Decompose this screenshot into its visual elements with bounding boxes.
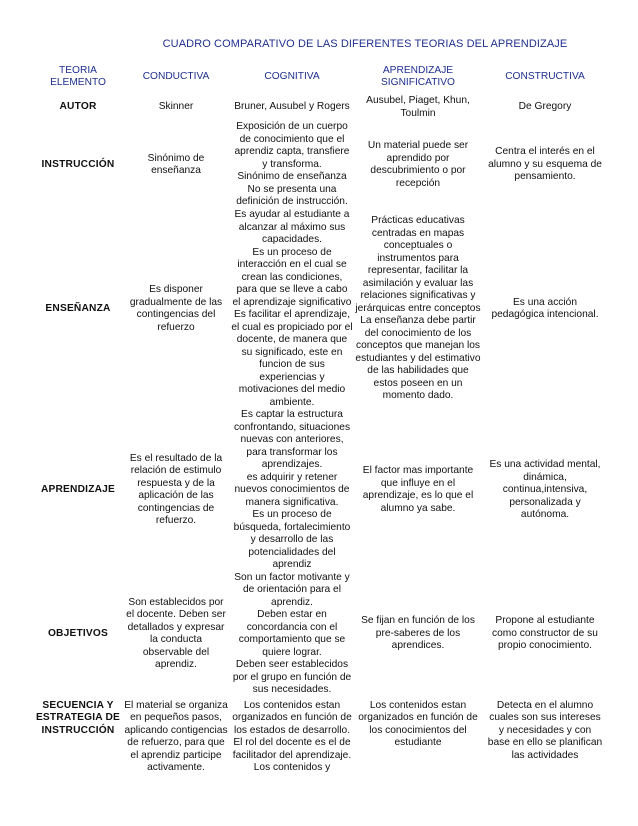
table-cell: El factor mas importante que influye en el aprendizaje, es lo que el alumno ya sabe. — [362, 465, 474, 514]
table-cell: Es el resultado de la relación de estimulo respuesta y de la aplicación de las contingencias de refuerzo. — [129, 452, 223, 527]
row-label-instruccion: INSTRUCCIÓN — [41, 158, 115, 170]
comparison-table — [34, 60, 608, 775]
table-cell: Propone al estudiante como constructor de su propio conocimiento. — [492, 615, 598, 652]
table-row-autor — [34, 94, 608, 121]
table-cell: Es disponer gradualmente de las contingencias del refuerzo — [129, 284, 223, 333]
row-label-autor: AUTOR — [59, 101, 97, 113]
table-cell: El material se organiza en pequeños pasos, aplicando contigencias de refuerzo, para que el aprendiz participe activamente. — [124, 699, 228, 773]
table-cell: Ausubel, Piaget, Khun, Toulmin — [366, 95, 470, 119]
table-cell: Es ayudar al estudiante a alcanzar al máximo sus capacidades. Es un proceso de interacción en el cual se crean las condiciones, para que se lleve a cabo el aprendizaje significativo Es facilitar el aprendizaje, el cual es propiciado por el docente, de manera que su significado, este en funcion de sus experiencias y motivaciones del medio ambiente. — [231, 209, 353, 408]
page-title: CUADRO COMPARATIVO DE LAS DIFERENTES TEORIAS DEL APRENDIZAJE — [162, 38, 568, 50]
table-cell: Los contenidos estan organizados en función de los conocimientos del estudiante — [358, 699, 478, 748]
table-cell: Un material puede ser aprendido por descubrimiento o por recepción — [367, 140, 469, 189]
table-row-ensenanza — [34, 209, 608, 409]
table-row-instruccion — [34, 121, 608, 209]
table-row-secuencia — [34, 697, 608, 775]
row-label-aprendizaje: APRENDIZAJE — [40, 484, 116, 495]
table-row-objetivos — [34, 572, 608, 697]
column-header-constructiva: CONSTRUCTIVA — [505, 70, 585, 82]
column-header-aprendizaje-significativo: APRENDIZAJE SIGNIFICATIVO — [381, 64, 455, 88]
row-label-ensenanza: ENSEÑANZA — [45, 302, 111, 314]
table-cell: Se fijan en función de los pre-saberes de los aprendices. — [361, 615, 475, 652]
column-header-conductiva: CONDUCTIVA — [142, 70, 210, 82]
row-label-secuencia: SECUENCIA Y ESTRATEGIA DE INSTRUCCIÓN — [35, 699, 121, 736]
row-label-objetivos: OBJETIVOS — [47, 627, 109, 639]
corner-header: TEORIA ELEMENTO — [50, 64, 106, 88]
table-row-aprendizaje — [34, 409, 608, 572]
table-cell: Es una actividad mental, dinámica, continua,intensiva, personalizada y autónoma. — [489, 459, 601, 520]
table-cell: Son un factor motivante y de orientación para el aprendiz. Deben estar en concordancia con el comportamiento que se quiere lograr. Deben seer establecidos por el grupo en función de sus necesidades. — [232, 571, 352, 695]
table-cell: Sinónimo de enseñanza — [147, 152, 205, 176]
table-cell: Prácticas educativas centradas en mapas conceptuales o instrumentos para representar, facilitar la asimilación y evaluar las relaciones significativas y jerárquicas entre conceptos La enseñanza debe partir del conocimiento de los conceptos que manejan los estudiantes y del estimativo de las habilidades que estos poseen en un momento dado. — [355, 215, 481, 402]
table-cell: Bruner, Ausubel y Rogers — [234, 101, 350, 113]
table-cell: Exposición de un cuerpo de conocimiento que el aprendiz capta, transfiere y transforma. Sinónimo de enseñanza No se presenta una definición de instrucción. — [234, 121, 350, 208]
table-cell: Es una acción pedagógica intencional. — [491, 296, 599, 320]
table-cell: Son establecidos por el docente. Deben ser detallados y expresar la conducta observable del aprendiz. — [126, 596, 226, 670]
table-cell: Los contenidos estan organizados en función de los estados de desarrollo. El rol del docente es el de facilitador del aprendizaje. Los contenidos y — [232, 699, 352, 773]
table-cell: Detecta en el alumno cuales son sus intereses y necesidades y con base en ello se planifican las actividades — [487, 699, 603, 761]
column-header-cognitiva: COGNITIVA — [264, 70, 320, 82]
header-row — [34, 60, 608, 94]
table-cell: De Gregory — [518, 101, 572, 113]
table-cell: Centra el interés en el alumno y su esquema de pensamiento. — [488, 146, 602, 183]
table-cell: Skinner — [158, 101, 194, 113]
table-cell: Es captar la estructura confrontando, situaciones nuevas con anteriores, para transformar los aprendizajes. es adquirir y retener nuevos conocimientos de manera significativa. Es un proceso de búsqueda, fortalecimiento y desarrollo de las potencialidades del aprendiz — [233, 409, 351, 570]
